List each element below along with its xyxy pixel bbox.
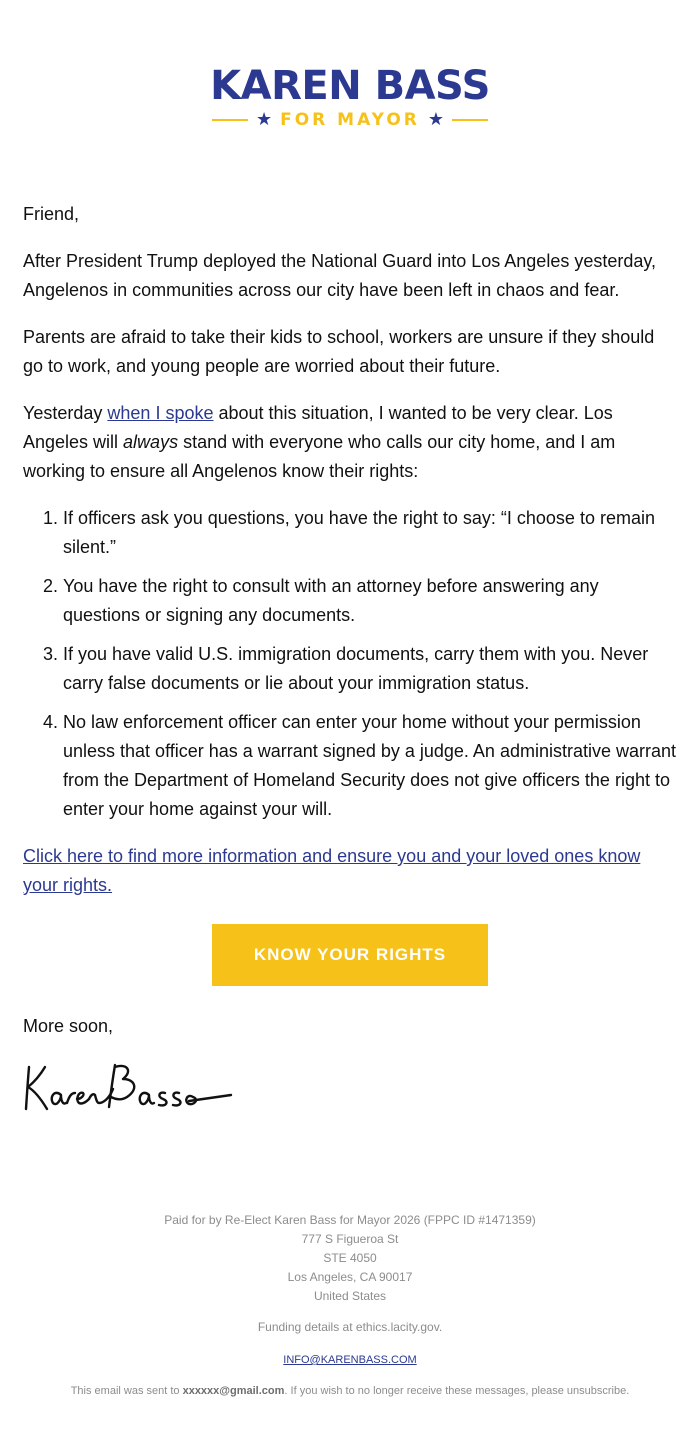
cta-container [23, 924, 677, 986]
logo-name: KAREN BASS [210, 63, 490, 109]
signoff: More soon, [23, 1016, 114, 1036]
paragraph-3-start: Yesterday [23, 403, 108, 423]
star-icon: ★ [255, 109, 273, 130]
greeting: Friend, [23, 204, 80, 224]
paid-for-disclaimer: Paid for by Re-Elect Karen Bass for Mayor 2026 (FPPC ID #1471359) [164, 1213, 536, 1227]
email-body [0, 200, 700, 1119]
rights-list-item: 4. No law enforcement officer can enter your home without your permission unless that officer has a warrant signed by a judge. An administrative warrant from the Department of Homeland Security does not give officers the right to enter your home against your will. [63, 708, 677, 824]
address-line: STE 4050 [323, 1251, 377, 1265]
signature-icon [23, 1059, 233, 1115]
recipient-email: xxxxxx@gmail.com [182, 1385, 285, 1397]
rights-list [23, 504, 677, 824]
paragraph-3-end: stand with everyone who calls our city home, and I am working to ensure all Angelenos know their rights: [23, 432, 616, 481]
more-info-paragraph [23, 842, 677, 900]
rights-list-item: 2. You have the right to consult with an attorney before answering any questions or signing any documents. [63, 572, 677, 630]
know-your-rights-button[interactable]: KNOW YOUR RIGHTS [212, 924, 488, 986]
logo-right-rule [452, 119, 488, 121]
logo-tagline: FOR MAYOR [280, 110, 420, 130]
campaign-logo [0, 0, 700, 130]
paragraph-1: After President Trump deployed the National Guard into Los Angeles yesterday, Angelenos in communities across our city have been left in chaos and fear. [23, 251, 657, 300]
footer [0, 1211, 700, 1401]
contact-email-row [0, 1351, 700, 1370]
rights-list-item: 3. If you have valid U.S. immigration documents, carry them with you. Never carry false documents or lie about your immigration status. [63, 640, 677, 698]
paragraph-2: Parents are afraid to take their kids to school, workers are unsure if they should go to work, and young people are worried about their future. [23, 327, 655, 376]
logo-tagline-row [0, 110, 700, 130]
sent-prefix: This email was sent to [70, 1385, 183, 1397]
star-icon: ★ [427, 109, 445, 130]
address-line: 777 S Figueroa St [301, 1232, 399, 1246]
emphasis-always: always [123, 432, 179, 452]
paragraph-3-middle: about this situation, I wanted to be very clear. Los Angeles will [23, 403, 613, 452]
sent-to-notice [0, 1382, 700, 1401]
when-i-spoke-link[interactable]: when I spoke [107, 403, 214, 423]
paragraph-3 [23, 399, 677, 486]
funding-details: Funding details at ethics.lacity.gov. [257, 1320, 443, 1334]
more-info-link[interactable]: Click here to find more information and ensure you and your loved ones know your rights. [23, 846, 641, 895]
address-line: United States [313, 1289, 387, 1303]
signature-image [23, 1059, 677, 1119]
logo-left-rule [212, 119, 248, 121]
rights-list-item: 1. If officers ask you questions, you have the right to say: “I choose to remain silent.” [63, 504, 677, 562]
sent-suffix: . If you wish to no longer receive these messages, please unsubscribe. [284, 1385, 630, 1397]
contact-email-link[interactable]: INFO@KARENBASS.COM [283, 1354, 417, 1366]
address-line: Los Angeles, CA 90017 [287, 1270, 413, 1284]
